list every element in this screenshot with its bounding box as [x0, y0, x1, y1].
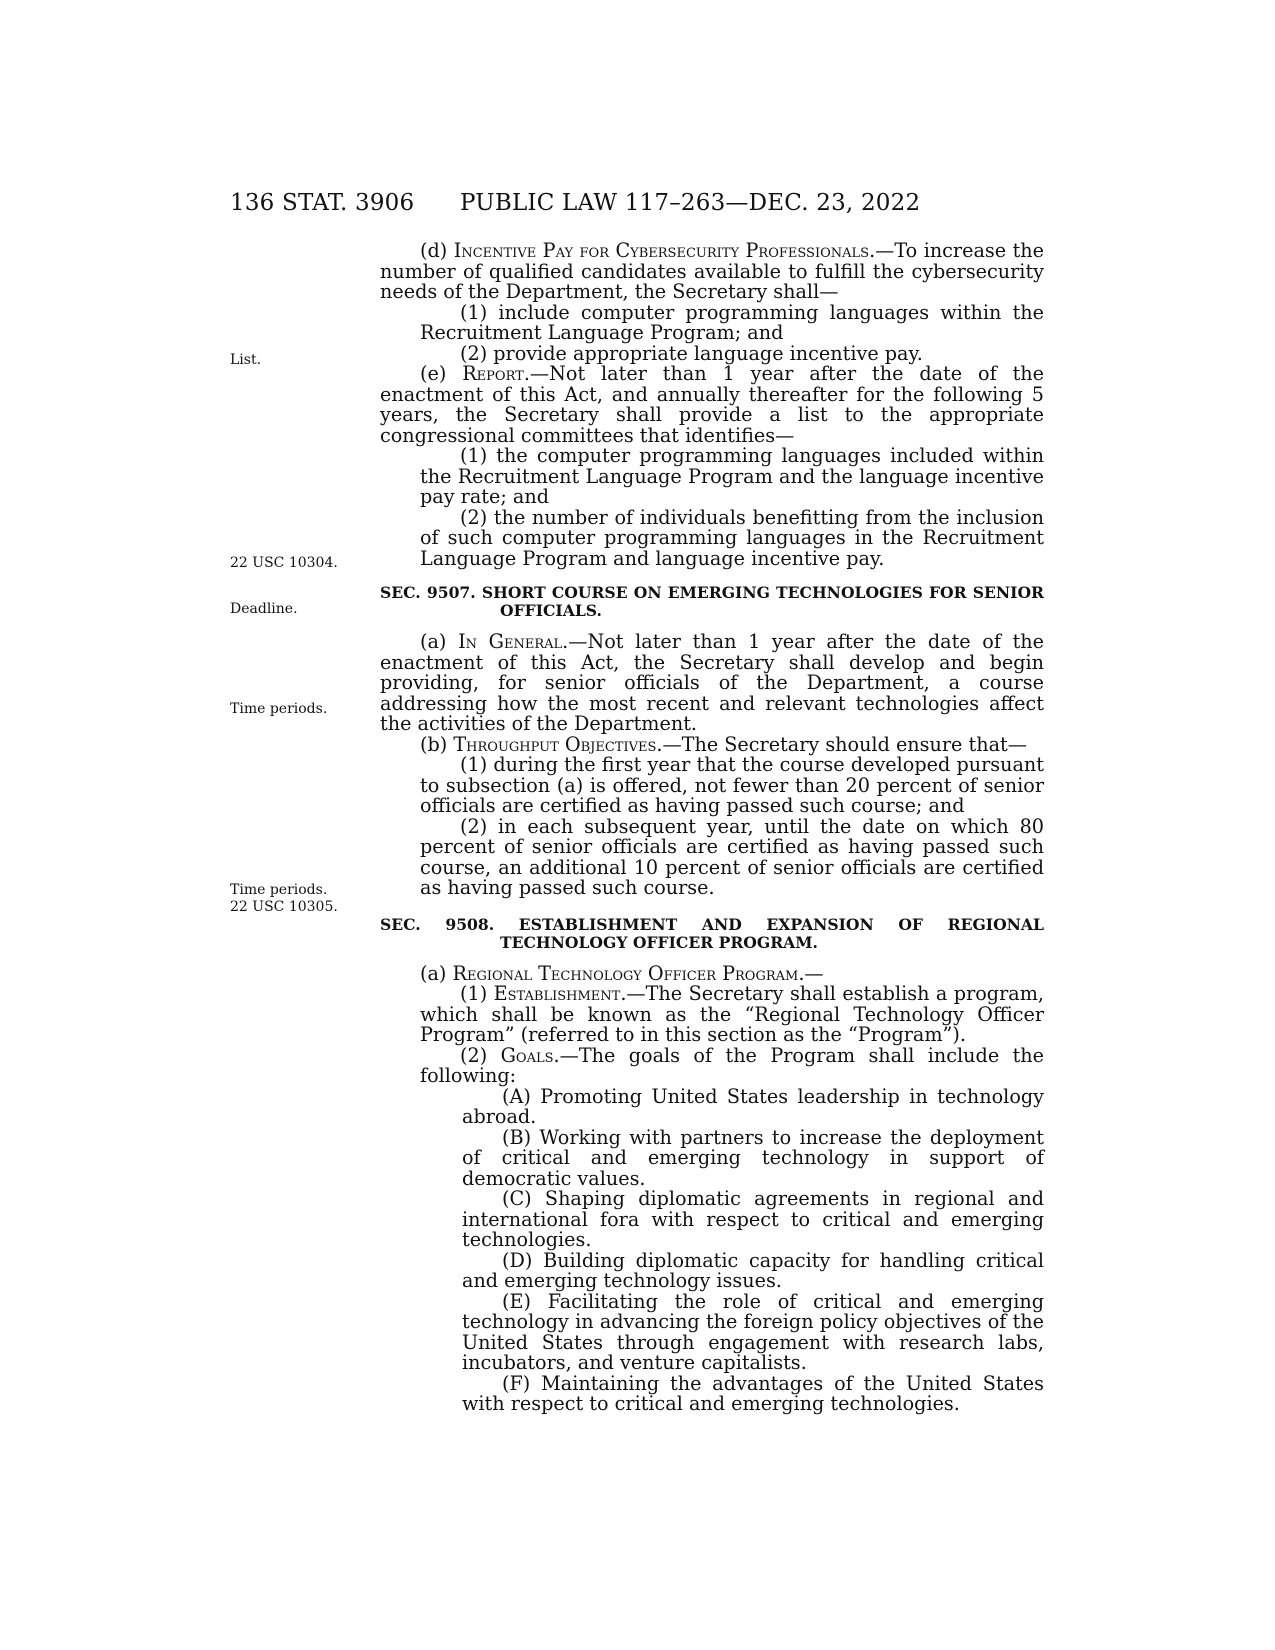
paragraph-establishment: (1) Establishment.—The Secretary shall establish a program, which shall be known as the “Regional Technology Officer Program” (referred to in this section as the “Program”). [420, 982, 1044, 1046]
subsection-a: (a) In General.—Not later than 1 year after the date of the enactment of this Act, the Secretary shall develop and begin providing, for senior officials of the Department, a course addressing how the most recent and relevant technologies affect the activities of the Department. [380, 630, 1045, 735]
paragraph-goals: (2) Goals.—The goals of the Program shall include the following: [420, 1043, 1045, 1087]
subsection-heading: In General [458, 630, 563, 653]
statute-page-number: 136 STAT. 3906 [230, 190, 415, 216]
subsection-heading: Incentive Pay for Cybersecurity Professionals [453, 239, 870, 262]
margin-note-list: List. [230, 352, 262, 368]
subparagraph-d: (D) Building diplomatic capacity for handling critical and emerging technology issues. [462, 1248, 1044, 1292]
subparagraph-a: (A) Promoting United States leadership in technology abroad. [462, 1084, 1044, 1128]
margin-note-deadline: Deadline. [230, 601, 298, 617]
page-header [230, 190, 1030, 220]
subparagraph-c: (C) Shaping diplomatic agreements in regional and international fora with respect to critical and emerging technologies. [462, 1187, 1044, 1251]
paragraph: (1) the computer programming languages included within the Recruitment Language Program and the language incentive pay rate; and [420, 444, 1044, 508]
paragraph-heading: Goals [500, 1043, 554, 1067]
paragraph: (2) provide appropriate language incentive pay. [460, 341, 923, 365]
margin-note-time-periods: Time periods. [230, 882, 328, 898]
subsection-b: (b) Throughput Objectives.—The Secretary should ensure that— [420, 732, 1027, 756]
subparagraph-e: (E) Facilitating the role of critical and emerging technology in advancing the foreign policy objectives of the United States through engagement with research labs, incubators, and venture capitalists. [462, 1289, 1044, 1374]
paragraph: (1) during the first year that the course developed pursuant to subsection (a) is offered, not fewer than 20 percent of senior officials are certified as having passed such course; and [420, 753, 1044, 817]
subsection-heading: Report [462, 362, 524, 385]
paragraph: (2) the number of individuals benefitting from the inclusion of such computer programming languages in the Recruitment Language Program and language incentive pay. [420, 505, 1044, 570]
subsection-heading: Regional Technology Officer Program [452, 961, 799, 985]
margin-note-time-periods: Time periods. [230, 701, 328, 717]
section-9508-title: SEC. 9508. ESTABLISHMENT AND EXPANSION OF REGIONAL TECHNOLOGY OFFICER PROGRAM. [380, 914, 1044, 952]
paragraph-heading: Establishment [493, 982, 621, 1005]
section-9507-title: SEC. 9507. SHORT COURSE ON EMERGING TECHNOLOGIES FOR SENIOR OFFICIALS. [380, 583, 1044, 620]
subsection-a: (a) Regional Technology Officer Program.— [420, 961, 824, 985]
paragraph: (1) include computer programming languages within the Recruitment Language Program; and [420, 300, 1044, 344]
subparagraph-f: (F) Maintaining the advantages of the United States with respect to critical and emerging technologies. [462, 1371, 1044, 1415]
margin-note-usc-10304: 22 USC 10304. [230, 555, 338, 571]
subsection-d: (d) Incentive Pay for Cybersecurity Professionals.—To increase the number of qualified candidates available to fulfill the cybersecurity needs of the Department, the Secretary shall— [380, 239, 1045, 303]
subsection-heading: Throughput Objectives [453, 732, 657, 756]
subparagraph-b: (B) Working with partners to increase the deployment of critical and emerging technology in support of democratic values. [462, 1125, 1044, 1190]
paragraph: (2) in each subsequent year, until the date on which 80 percent of senior officials are certified as having passed such course, an additional 10 percent of senior officials are certified as having passed such course. [420, 814, 1044, 899]
document-body [380, 241, 1044, 1415]
margin-note-usc-10305: 22 USC 10305. [230, 899, 338, 915]
subsection-e: (e) Report.—Not later than 1 year after the date of the enactment of this Act, and annually thereafter for the following 5 years, the Secretary shall provide a list to the appropriate congressional committees that identifies— [380, 362, 1044, 447]
public-law-title: PUBLIC LAW 117–263—DEC. 23, 2022 [460, 190, 921, 216]
